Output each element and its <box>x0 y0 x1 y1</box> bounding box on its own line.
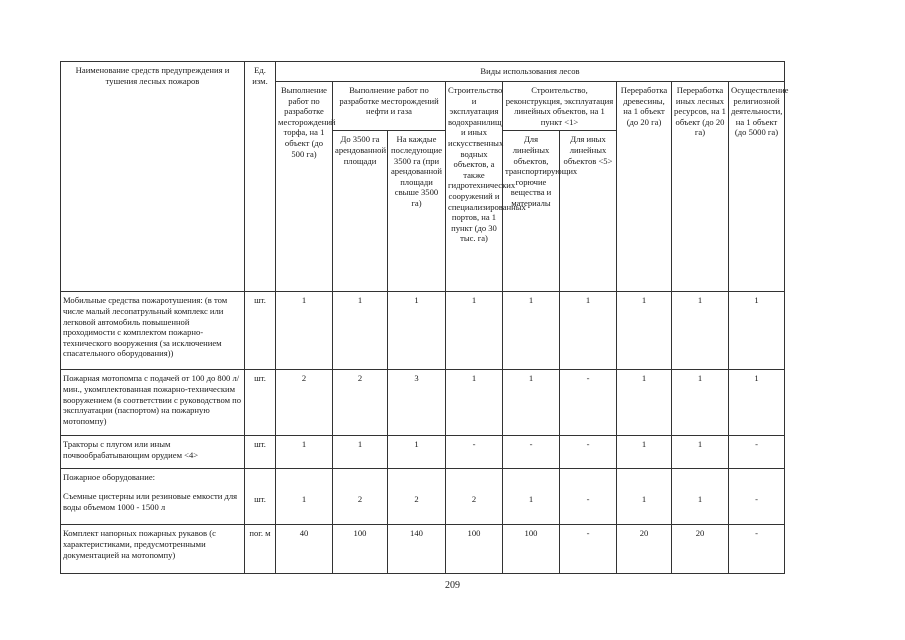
row-value: 2 <box>333 469 388 525</box>
row-value: 1 <box>503 469 560 525</box>
row-value: 1 <box>672 370 729 436</box>
row-name: Тракторы с плугом или иным почвообрабатывающим орудием <4> <box>61 436 245 469</box>
row-value: 3 <box>388 370 446 436</box>
header-reservoirs: Строительство и эксплуатация водохранилищ и иных искусственных водных объектов, а также гидротехнических сооружений и специализированных портов, на 1 пункт (до 30 тыс. га) <box>446 82 503 292</box>
row-value: 100 <box>503 525 560 574</box>
row-value: 2 <box>446 469 503 525</box>
row-unit: шт. <box>245 370 276 436</box>
row-unit: шт. <box>245 469 276 525</box>
header-unit: Ед. изм. <box>245 62 276 292</box>
header-peat: Выполнение работ по разработке месторождений торфа, на 1 объект (до 500 га) <box>276 82 333 292</box>
table-row <box>61 292 785 370</box>
row-value: 1 <box>617 370 672 436</box>
row-value: - <box>503 436 560 469</box>
row-name: Мобильные средства пожаротушения: (в том числе малый лесопатрульный комплекс или легковой автомобиль повышенной проходимости с комплектом пожарно-технического вооружения (за исключением спасательного оборудования)) <box>61 292 245 370</box>
row-value: 1 <box>672 469 729 525</box>
row-value: 1 <box>560 292 617 370</box>
header-name: Наименование средств предупреждения и тушения лесных пожаров <box>61 62 245 292</box>
row-value: 1 <box>276 436 333 469</box>
row-name-block <box>61 469 245 525</box>
fire-equipment-table <box>60 61 789 574</box>
row-value: 1 <box>672 292 729 370</box>
row-value: - <box>560 469 617 525</box>
table-row <box>61 469 785 525</box>
header-oil-gas-sub2: На каждые последующие 3500 га (при арендованной площади свыше 3500 га) <box>388 131 446 292</box>
row-value: 1 <box>276 292 333 370</box>
row-value: 20 <box>617 525 672 574</box>
row-value: - <box>560 525 617 574</box>
row-unit: шт. <box>245 436 276 469</box>
header-oil-gas-sub1: До 3500 га арендованной площади <box>333 131 388 292</box>
row-value: 100 <box>333 525 388 574</box>
row-value: 140 <box>388 525 446 574</box>
row-value: 2 <box>333 370 388 436</box>
header-linear: Строительство, реконструкция, эксплуатация линейных объектов, на 1 пункт <1> <box>503 82 617 131</box>
row-value: - <box>729 525 785 574</box>
header-linear-sub1: Для линейных объектов, транспортирующих горючие вещества и материалы <box>503 131 560 292</box>
row-value: 1 <box>446 292 503 370</box>
row-value: - <box>729 469 785 525</box>
row-unit: пог. м <box>245 525 276 574</box>
row-value: - <box>729 436 785 469</box>
row-value: - <box>560 370 617 436</box>
header-religious: Осуществление религиозной деятельности, на 1 объект (до 5000 га) <box>729 82 785 292</box>
row-name: Комплект напорных пожарных рукавов (с характеристиками, предусмотренными документацией на мотопомпу) <box>61 525 245 574</box>
row-value: 1 <box>388 436 446 469</box>
row-value: 100 <box>446 525 503 574</box>
header-usage-types: Виды использования лесов <box>276 62 785 82</box>
row-name: Съемные цистерны или резиновые емкости для воды объемом 1000 - 1500 л <box>63 490 238 512</box>
row-value: 1 <box>333 292 388 370</box>
row-value: 1 <box>729 370 785 436</box>
row-value: 1 <box>503 370 560 436</box>
header-wood: Переработка древесины, на 1 объект (до 20 га) <box>617 82 672 292</box>
table-row <box>61 370 785 436</box>
table-row <box>61 436 785 469</box>
section-heading: Пожарное оборудование: <box>63 472 156 483</box>
row-name: Пожарная мотопомпа с подачей от 100 до 800 л/мин., укомплектованная пожарно-техническим вооружением (в соответствии с руководством по эксплуатации (паспортом) на пожарную мотопомпу) <box>61 370 245 436</box>
page-number: 209 <box>445 580 460 591</box>
row-value: 40 <box>276 525 333 574</box>
row-value: 2 <box>388 469 446 525</box>
row-value: 1 <box>617 436 672 469</box>
row-value: 1 <box>276 469 333 525</box>
row-value: 1 <box>333 436 388 469</box>
row-value: 1 <box>617 292 672 370</box>
row-value: 1 <box>672 436 729 469</box>
table-row <box>61 525 785 574</box>
row-value: - <box>560 436 617 469</box>
row-value: 1 <box>729 292 785 370</box>
row-unit: шт. <box>245 292 276 370</box>
row-value: 1 <box>503 292 560 370</box>
header-oil-gas: Выполнение работ по разработке месторождений нефти и газа <box>333 82 446 131</box>
row-value: - <box>446 436 503 469</box>
row-value: 1 <box>446 370 503 436</box>
row-value: 2 <box>276 370 333 436</box>
row-value: 1 <box>388 292 446 370</box>
row-value: 20 <box>672 525 729 574</box>
header-linear-sub2: Для иных линейных объектов <5> <box>560 131 617 292</box>
row-value: 1 <box>617 469 672 525</box>
header-other-resources: Переработка иных лесных ресурсов, на 1 объект (до 20 га) <box>672 82 729 292</box>
